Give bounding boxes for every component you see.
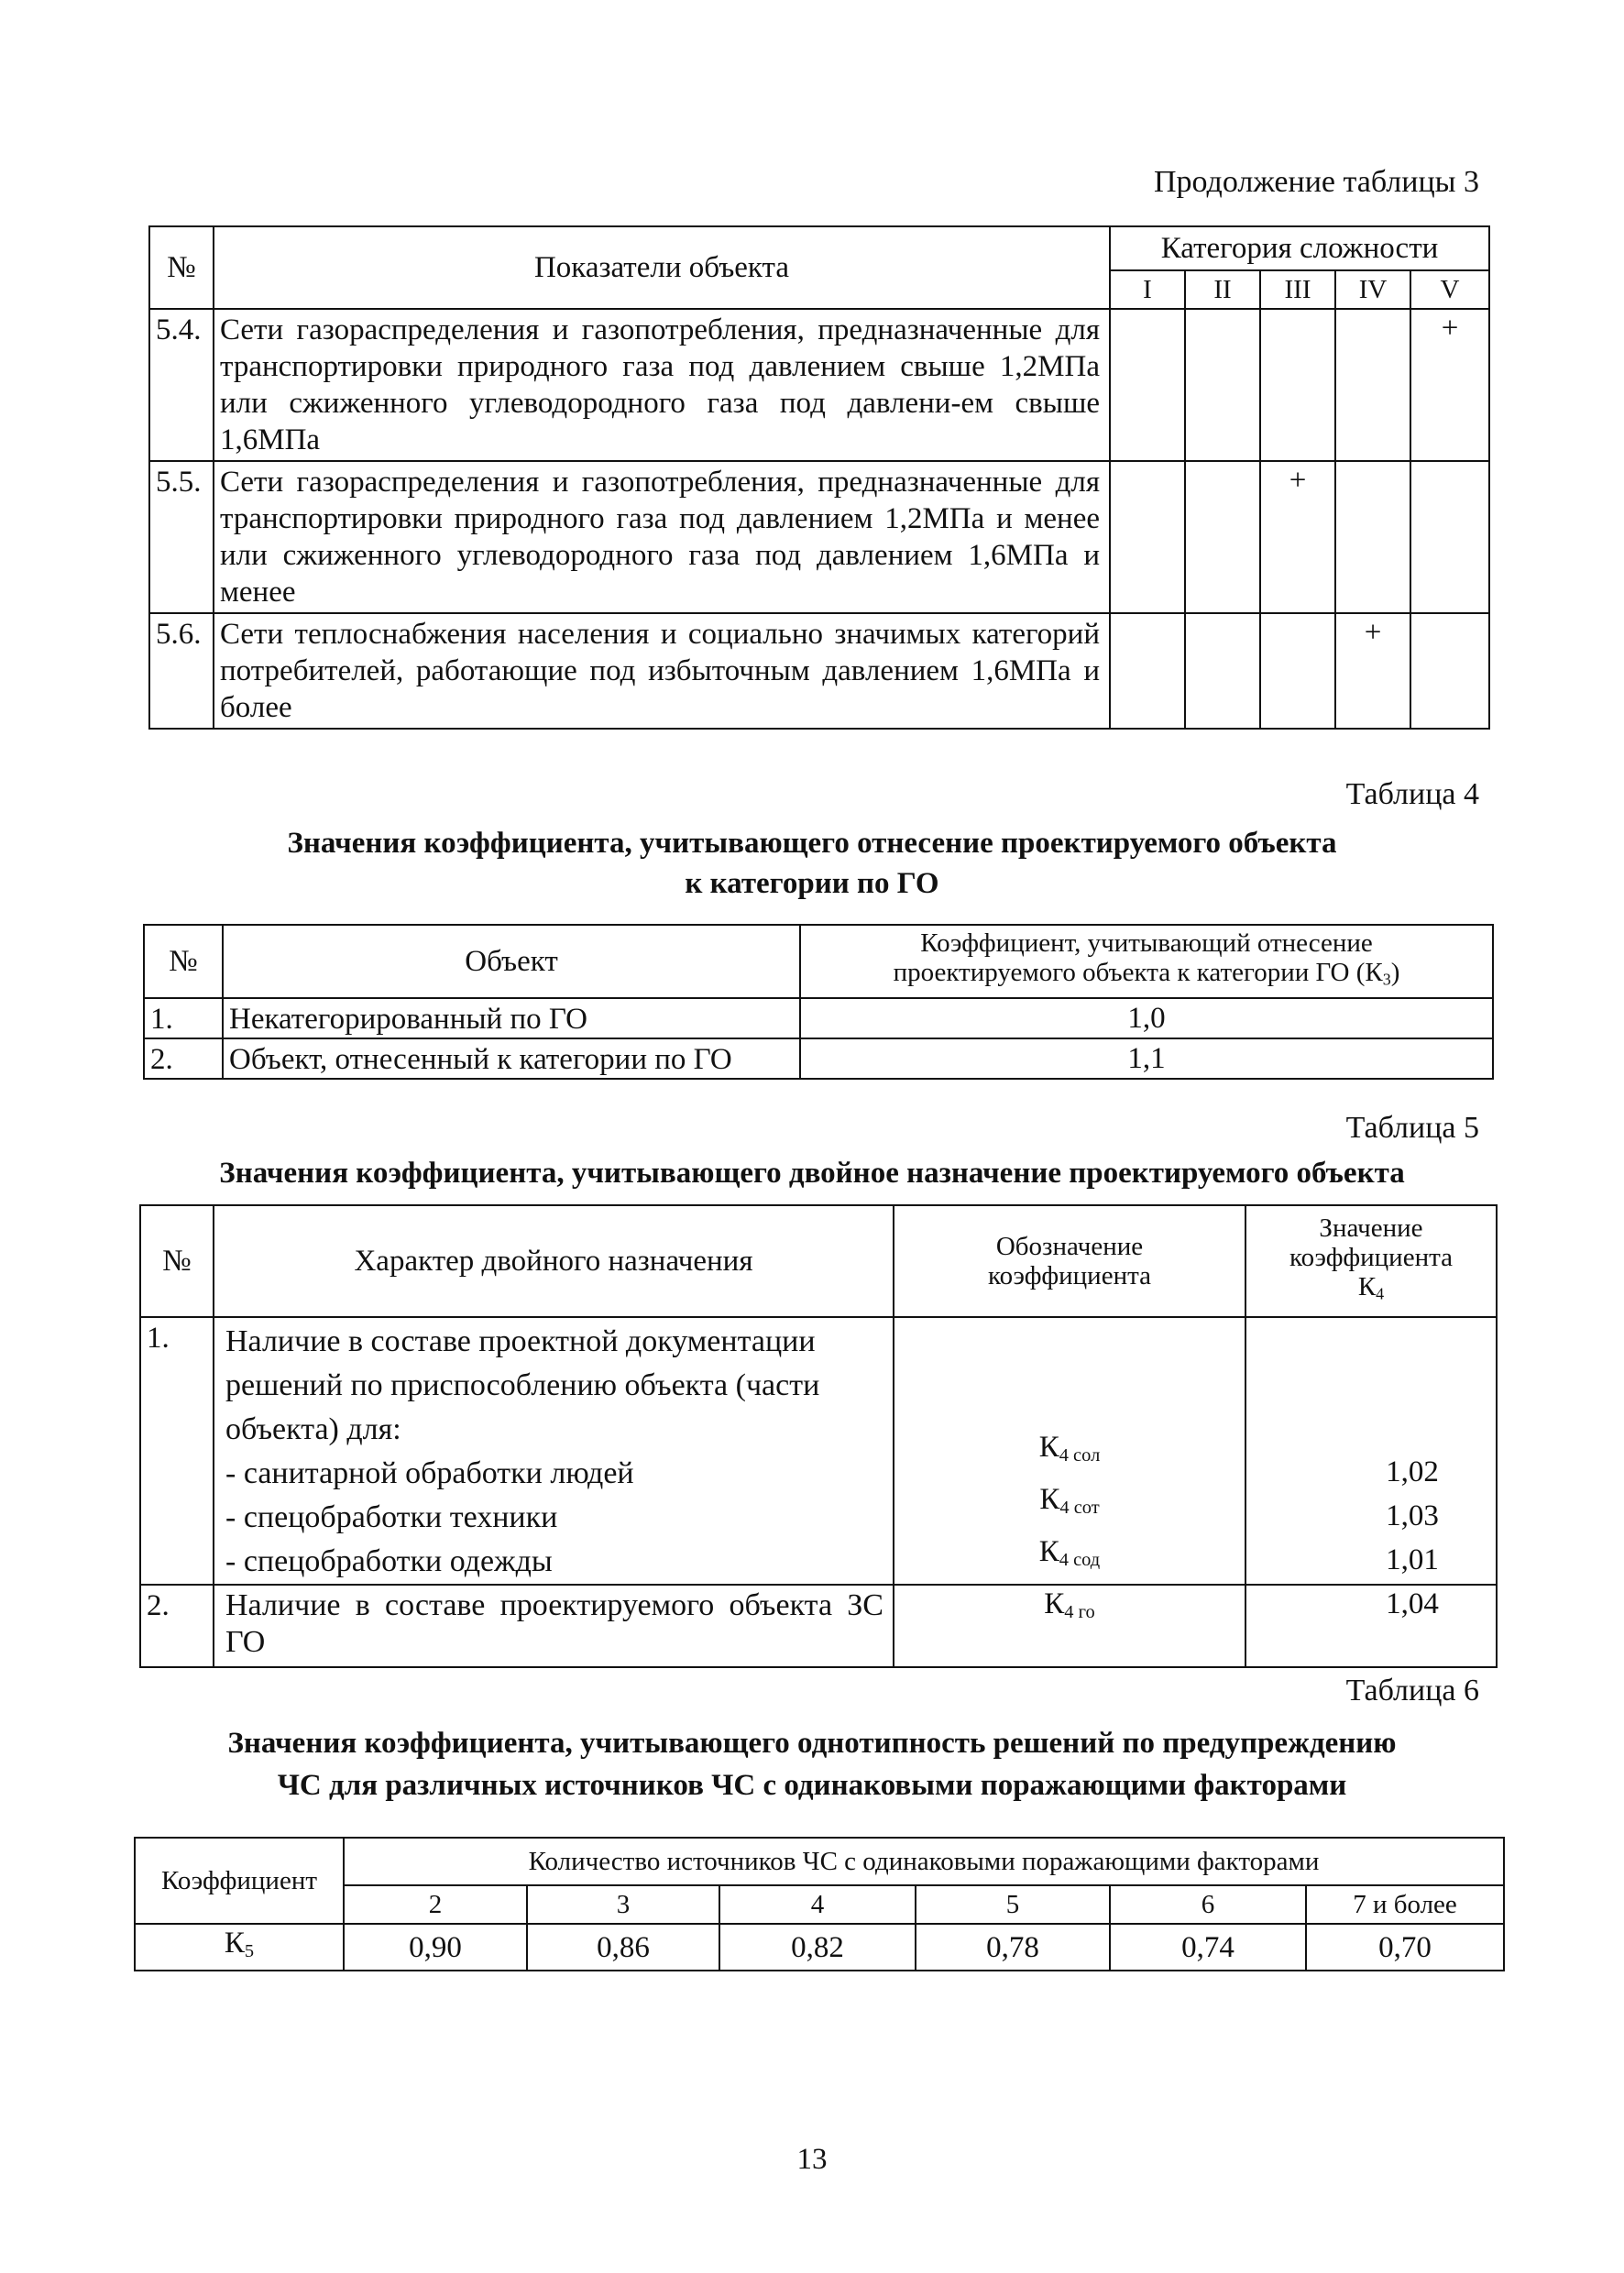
table3-caption: Продолжение таблицы 3	[1153, 165, 1479, 199]
table5-header-designation	[894, 1205, 1245, 1317]
table4-title: Значения коэффициента, учитывающего отнесение проектируемого объекта	[287, 827, 1337, 860]
designation-k: К	[1038, 1430, 1059, 1464]
table3-header-indicators: Показатели объекта	[214, 226, 1110, 309]
row-number: 1.	[140, 1317, 214, 1585]
table-row	[140, 1585, 1497, 1667]
object-name: Некатегорированный по ГО	[223, 998, 800, 1038]
table5-header-value	[1245, 1205, 1497, 1317]
table-row	[144, 998, 1493, 1038]
table-row	[144, 1038, 1493, 1079]
source-count: 6	[1110, 1885, 1306, 1924]
source-count: 2	[344, 1885, 527, 1924]
table3-level: I	[1110, 270, 1185, 309]
category-mark: +	[1335, 613, 1410, 729]
coefficient-value: 1,0	[800, 998, 1493, 1038]
designation-k: К	[1038, 1534, 1059, 1568]
table-row	[135, 1924, 1504, 1971]
row-text: Сети теплоснабжения населения и социально значимых категорий потребителей, работающие под избыточным давлением 1,6МПа и более	[214, 613, 1110, 729]
table-row	[149, 613, 1489, 729]
table6	[134, 1837, 1505, 1971]
table5-header-character: Характер двойного назначения	[214, 1205, 894, 1317]
table3-header-num: №	[149, 226, 214, 309]
row-text: Наличие в составе проектируемого объекта ЗС ГО	[214, 1585, 894, 1667]
category-mark	[1110, 309, 1185, 461]
designation-cell	[894, 1317, 1245, 1585]
coefficient-value: 1,03	[1386, 1499, 1439, 1532]
coefficient-sub: 5	[244, 1941, 255, 1962]
table3	[148, 225, 1490, 730]
page-number: 13	[796, 2143, 828, 2176]
category-mark: +	[1260, 461, 1335, 613]
row-text: Сети газораспределения и газопотребления, предназначенные для транспортировки природного газа под давлением 1,2МПа и менее или сжиженного углеводородного газа под давлением 1,6МПа и менее	[214, 461, 1110, 613]
coefficient-value: 0,78	[916, 1924, 1110, 1971]
coefficient-value: 1,01	[1386, 1543, 1439, 1576]
row-item: - спецобработки техники	[225, 1500, 558, 1534]
table3-level: IV	[1335, 270, 1410, 309]
category-mark	[1185, 613, 1260, 729]
row-number: 1.	[144, 998, 223, 1038]
value-symbol-sub: 4	[1376, 1284, 1385, 1303]
row-number: 5.5.	[149, 461, 214, 613]
coef-header-sub: 3	[1382, 970, 1391, 989]
designation	[894, 1477, 1245, 1530]
table5-caption: Таблица 5	[1345, 1111, 1479, 1145]
category-mark	[1335, 461, 1410, 613]
designation-sub: 4 сот	[1059, 1497, 1100, 1518]
designation-k: К	[1039, 1482, 1060, 1516]
object-name: Объект, отнесенный к категории по ГО	[223, 1038, 800, 1079]
designation-line1: Обозначение	[995, 1232, 1144, 1261]
category-mark	[1410, 461, 1489, 613]
table5-header-num: №	[140, 1205, 214, 1317]
table-row	[149, 309, 1489, 461]
table-row	[149, 461, 1489, 613]
row-item: - спецобработки одежды	[225, 1544, 553, 1578]
row-number: 5.4.	[149, 309, 214, 461]
row-intro: Наличие в составе проектной документации решений по приспособлению объекта (части объекта) для:	[225, 1324, 820, 1446]
category-mark	[1185, 309, 1260, 461]
row-item: - санитарной обработки людей	[225, 1456, 634, 1490]
table3-level: III	[1260, 270, 1335, 309]
value-cell	[1245, 1317, 1497, 1585]
category-mark	[1335, 309, 1410, 461]
table3-level: II	[1185, 270, 1260, 309]
coefficient-value: 1,04	[1386, 1587, 1439, 1620]
designation	[894, 1425, 1245, 1477]
designation-line2: коэффициента	[987, 1261, 1151, 1290]
value-line1: Значение	[1319, 1213, 1423, 1244]
value-symbol	[1246, 1272, 1496, 1308]
row-number: 5.6.	[149, 613, 214, 729]
coefficient-value: 0,74	[1110, 1924, 1306, 1971]
source-count: 3	[527, 1885, 719, 1924]
value-cell	[1245, 1585, 1497, 1667]
row-text: Сети газораспределения и газопотребления, предназначенные для транспортировки природного газа под давлением свыше 1,2МПа или сжиженного углеводородного газа под давлени-ем свыше 1,6МПа	[214, 309, 1110, 461]
designation-sub: 4 сод	[1059, 1550, 1101, 1570]
coefficient-value: 1,1	[800, 1038, 1493, 1079]
source-count: 4	[719, 1885, 916, 1924]
designation	[894, 1530, 1245, 1582]
table6-header-coefficient: Коэффициент	[135, 1838, 344, 1924]
designation-sub: 4 го	[1064, 1602, 1095, 1623]
table4-title: к категории по ГО	[685, 867, 939, 900]
coefficient-value: 1,02	[1386, 1455, 1439, 1488]
coef-header-line2	[801, 958, 1492, 994]
coefficient-value: 0,86	[527, 1924, 719, 1971]
table4-header-object: Объект	[223, 925, 800, 998]
table4-header-num: №	[144, 925, 223, 998]
designation-k: К	[1044, 1587, 1065, 1620]
coefficient-k: К	[224, 1927, 245, 1960]
table6-header-sources: Количество источников ЧС с одинаковыми поражающими факторами	[344, 1838, 1504, 1885]
value-symbol-k: К	[1357, 1272, 1377, 1302]
source-count: 7 и более	[1306, 1885, 1504, 1924]
table3-header-category: Категория сложности	[1110, 226, 1489, 270]
coef-header-text: проектируемого объекта к категории ГО (К	[893, 958, 1383, 988]
table3-level: V	[1410, 270, 1489, 309]
row-text	[214, 1317, 894, 1585]
category-mark	[1110, 613, 1185, 729]
table5-title: Значения коэффициента, учитывающего двойное назначение проектируемого объекта	[219, 1157, 1405, 1190]
table4-caption: Таблица 4	[1345, 777, 1479, 811]
coef-header-line1: Коэффициент, учитывающий отнесение	[920, 928, 1373, 959]
table6-title: Значения коэффициента, учитывающего однотипность решений по предупреждению	[227, 1727, 1397, 1760]
designation-sub: 4 сол	[1059, 1444, 1101, 1466]
category-mark	[1410, 613, 1489, 729]
designation-cell	[894, 1585, 1245, 1667]
category-mark: +	[1410, 309, 1489, 461]
designation	[894, 1586, 1245, 1631]
category-mark	[1260, 613, 1335, 729]
coefficient-value: 0,70	[1306, 1924, 1504, 1971]
category-mark	[1110, 461, 1185, 613]
table4-header-coefficient	[800, 925, 1493, 998]
row-number: 2.	[140, 1585, 214, 1667]
table-row	[140, 1317, 1497, 1585]
category-mark	[1260, 309, 1335, 461]
coefficient-symbol	[135, 1924, 344, 1971]
table5	[139, 1204, 1498, 1668]
table6-title: ЧС для различных источников ЧС с одинаковыми поражающими факторами	[277, 1769, 1347, 1802]
row-number: 2.	[144, 1038, 223, 1079]
value-line2: коэффициента	[1289, 1243, 1453, 1273]
coefficient-value: 0,82	[719, 1924, 916, 1971]
table6-caption: Таблица 6	[1345, 1674, 1479, 1707]
coefficient-value: 0,90	[344, 1924, 527, 1971]
table4	[143, 924, 1494, 1080]
source-count: 5	[916, 1885, 1110, 1924]
coef-header-close: )	[1390, 958, 1400, 988]
category-mark	[1185, 461, 1260, 613]
